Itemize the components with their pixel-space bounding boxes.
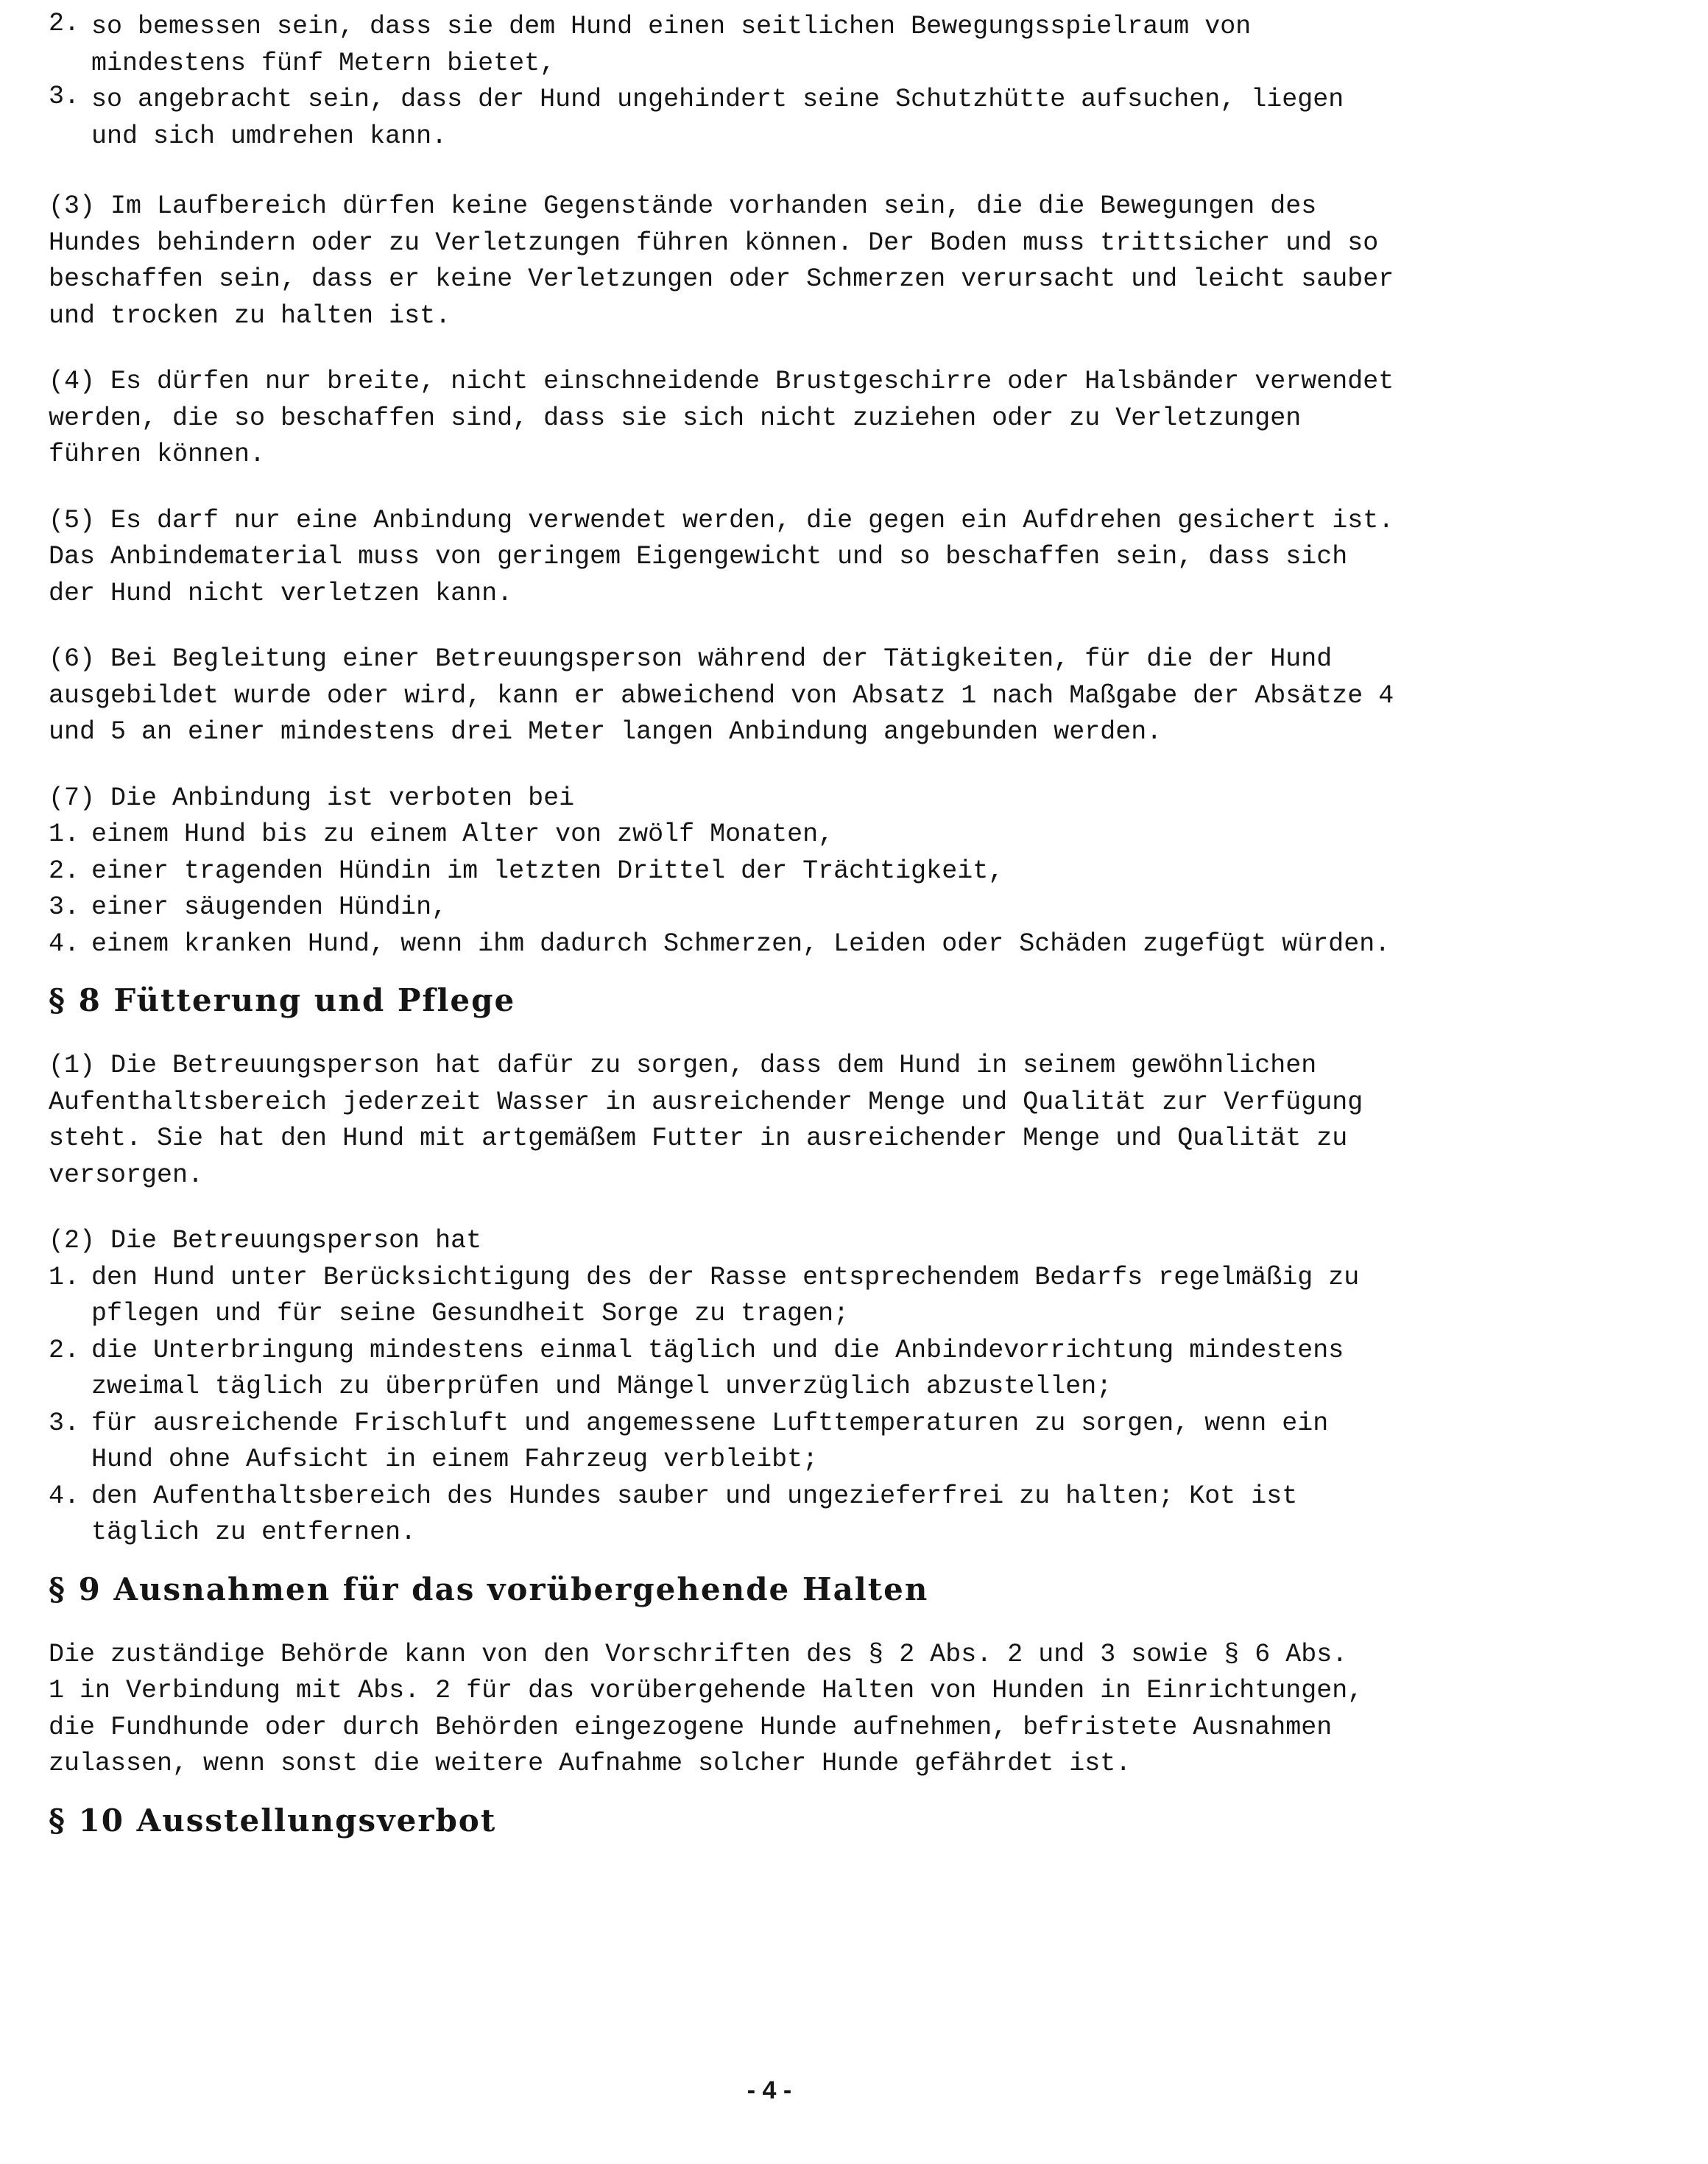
text-line: pflegen und für seine Gesundheit Sorge zu tragen; (91, 1299, 850, 1328)
text-line: der Hund nicht verletzen kann. (49, 578, 513, 608)
list-item (49, 82, 1654, 155)
list-number: 3. (49, 82, 80, 111)
text-line: den Hund unter Berücksichtigung des der Rasse entsprechendem Bedarfs regelmäßig zu (91, 1262, 1360, 1292)
text-line: Hundes behindern oder zu Verletzungen führen können. Der Boden muss trittsicher und so (49, 228, 1379, 258)
paragraph-6 (49, 641, 1654, 751)
list-number: 1. (49, 1262, 80, 1292)
text-line: werden, die so beschaffen sind, dass sie sich nicht zuziehen oder zu Verletzungen (49, 403, 1302, 433)
paragraph-3 (49, 188, 1654, 334)
text-line: die Unterbringung mindestens einmal täglich und die Anbindevorrichtung mindestens (91, 1335, 1344, 1365)
text-line: versorgen. (49, 1160, 204, 1190)
list-text: einer tragenden Hündin im letzten Drittel der Trächtigkeit, (91, 856, 1004, 886)
text-line: für ausreichende Frischluft und angemessene Lufttemperaturen zu sorgen, wenn ein (91, 1408, 1329, 1438)
text-line: ausgebildet wurde oder wird, kann er abweichend von Absatz 1 nach Maßgabe der Absätze 4 (49, 680, 1394, 711)
list-item (49, 9, 1654, 82)
list-number: 4. (49, 928, 80, 959)
text-line: Das Anbindematerial muss von geringem Eigengewicht und so beschaffen sein, dass sich (49, 542, 1348, 571)
continued-list (49, 9, 1654, 155)
text-line: (4) Es dürfen nur breite, nicht einschneidende Brustgeschirre oder Halsbänder verwendet (49, 367, 1394, 396)
text-line: Die zuständige Behörde kann von den Vorschriften des § 2 Abs. 2 und 3 sowie § 6 Abs. (49, 1639, 1348, 1669)
text-line: (1) Die Betreuungsperson hat dafür zu sorgen, dass dem Hund in seinem gewöhnlichen (49, 1051, 1317, 1080)
list-number: 4. (49, 1481, 80, 1511)
text-line: zweimal täglich zu überprüfen und Mängel unverzüglich abzustellen; (91, 1372, 1112, 1401)
section8-paragraph-1 (49, 1048, 1654, 1194)
document-page (49, 9, 1654, 1868)
list-number: 1. (49, 820, 80, 849)
list-item (49, 1479, 1654, 1551)
section-heading: § 8 Fütterung und Pflege (49, 982, 516, 1018)
list-text: einem Hund bis zu einem Alter von zwölf Monaten, (91, 820, 834, 849)
text-line: so bemessen sein, dass sie dem Hund einen seitlichen Bewegungsspielraum von (91, 12, 1252, 41)
paragraph-4 (49, 364, 1654, 473)
list-item (49, 926, 1654, 963)
list-text: einem kranken Hund, wenn ihm dadurch Schmerzen, Leiden oder Schäden zugefügt würden. (91, 928, 1391, 959)
paragraph-5 (49, 503, 1654, 613)
text-line: zulassen, wenn sonst die weitere Aufnahme solcher Hunde gefährdet ist. (49, 1749, 1132, 1778)
text-line: (6) Bei Begleitung einer Betreuungsperson während der Tätigkeiten, für die der Hund (49, 644, 1333, 674)
text-line: 1 in Verbindung mit Abs. 2 für das vorübergehende Halten von Hunden in Einrichtungen, (49, 1676, 1363, 1705)
section-heading: § 9 Ausnahmen für das vorübergehende Halten (49, 1571, 929, 1607)
list-item (49, 889, 1654, 926)
list-item (49, 853, 1654, 890)
list-item (49, 817, 1654, 853)
text-line: täglich zu entfernen. (91, 1518, 417, 1547)
list-number: 2. (49, 1335, 80, 1365)
text-line: (3) Im Laufbereich dürfen keine Gegenstände vorhanden sein, die die Bewegungen des (49, 191, 1317, 221)
text-line: Aufenthaltsbereich jederzeit Wasser in ausreichender Menge und Qualität zur Verfügung (49, 1087, 1363, 1117)
section9-paragraph (49, 1637, 1654, 1783)
list-number: 2. (49, 9, 80, 38)
text-line: führen können. (49, 440, 266, 469)
paragraph-7 (49, 780, 1654, 963)
text-line: und 5 an einer mindestens drei Meter langen Anbindung angebunden werden. (49, 717, 1162, 747)
list-text: einer säugenden Hündin, (91, 892, 448, 922)
text-line: so angebracht sein, dass der Hund ungehindert seine Schutzhütte aufsuchen, liegen (91, 85, 1344, 114)
text-line: Hund ohne Aufsicht in einem Fahrzeug verbleibt; (91, 1445, 819, 1474)
page-number: - 4 - (747, 2076, 792, 2104)
section-heading: § 10 Ausstellungsverbot (49, 1802, 497, 1839)
list-number: 3. (49, 1408, 80, 1438)
text-line: steht. Sie hat den Hund mit artgemäßem Futter in ausreichender Menge und Qualität zu (49, 1124, 1348, 1153)
text-line: (7) Die Anbindung ist verboten bei (49, 783, 575, 813)
text-line: mindestens fünf Metern bietet, (91, 48, 556, 78)
section8-paragraph-2 (49, 1223, 1654, 1551)
text-line: beschaffen sein, dass er keine Verletzungen oder Schmerzen verursacht und leicht sauber (49, 264, 1394, 294)
text-line: und trocken zu halten ist. (49, 300, 451, 331)
list-item (49, 1333, 1654, 1406)
text-line: (5) Es darf nur eine Anbindung verwendet werden, die gegen ein Aufdrehen gesichert ist. (49, 505, 1394, 535)
text-line: (2) Die Betreuungsperson hat (49, 1226, 482, 1255)
list-number: 3. (49, 892, 80, 922)
list-number: 2. (49, 856, 80, 886)
list-item (49, 1406, 1654, 1479)
list-item (49, 1260, 1654, 1333)
text-line: die Fundhunde oder durch Behörden eingezogene Hunde aufnehmen, befristete Ausnahmen (49, 1712, 1333, 1742)
text-line: und sich umdrehen kann. (91, 121, 448, 151)
text-line: den Aufenthaltsbereich des Hundes sauber und ungezieferfrei zu halten; Kot ist (91, 1481, 1298, 1511)
